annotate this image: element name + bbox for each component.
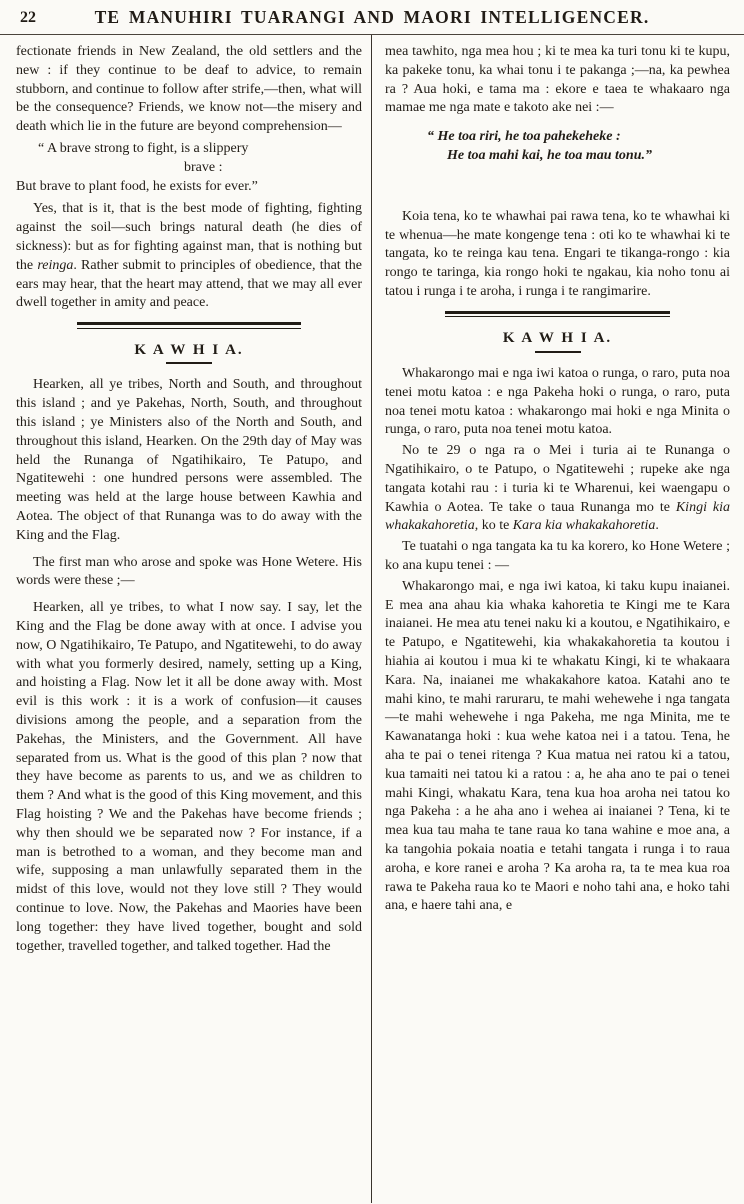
paragraph: Hearken, all ye tribes, to what I now say. I say, let the King and the Flag be done away with at once. I advise you now, O Ngatihikairo, Te Patupo, and Ngatitewehi, to do away with what you formerly desired, namely, setting up a King, and hoisting a Flag. Now let it all be done away with. Most evil is this work : it is a work of confusion—it causes divisions among the people, and a separation from the Pakehas, the Ministers, and the Government. All have separated from us. What is the good of this plan ? now that they have become as parents to us, and we as children to them ? And what is the good of this King movement, and this Flag hoisting ? We and the Pakehas have become friends ; why then should we be separated now ? For instance, if a man is betrothed to a woman, and they become man and wife, supposing a man unlawfully separated them in the midst of this love, would not they love still ? They would continue to love. Now, the Pakehas and Maories have been long together: they have lived together, bought and sold together, travelled together, and talked together. Had the [16, 600, 362, 954]
verse-line: “ He toa riri, he toa pahekeheke : [427, 129, 621, 145]
verse-quote [16, 140, 362, 196]
verse-line: But brave to plant food, he exists for ever.” [16, 178, 258, 194]
masthead-title: TE MANUHIRI TUARANGI AND MAORI INTELLIGENCER. [94, 7, 650, 27]
section-heading-kawhia: K A W H I A. [502, 330, 613, 347]
paragraph-text: . [655, 518, 659, 534]
maori-column [372, 35, 744, 1203]
two-column-body [0, 35, 744, 1203]
paragraph: Whakarongo mai e nga iwi katoa o runga, o raro, puta noa tenei motu katoa : e nga Pakeha hoki o runga, o raro, puta noa tenei motu katoa : whakarongo mai hoki e nga Minita o runga, o raro, puta noa tenei motu katoa. [385, 366, 730, 438]
verse-line: He toa mahi kai, he toa mau tonu.” [447, 147, 652, 163]
paragraph-text: , ko te [474, 518, 513, 534]
paragraph [16, 200, 362, 313]
section-divider-double-rule [77, 322, 302, 329]
verse-line: “ A brave strong to fight, is a slippery [38, 140, 249, 156]
english-column [0, 35, 372, 1203]
heading-underline-rule [166, 362, 212, 364]
paragraph: Te tuatahi o nga tangata ka tu ka korero, ko Hone Wetere ; ko ana kupu tenei : — [385, 539, 730, 574]
paragraph: Whakarongo mai, e nga iwi katoa, ki taku kupu inaianei. E mea ana ahau kia whaka kahoretia te Kingi me te Kara inaianei. He mea atu tenei naku ki a koutou, e Ngatihikairo, e te Patupo, e Ngatitewehi, kia whakakahoretia ta koutou i hiahia ai koutou i mua ki te whakatu Kingi, ki te whakaara Kara. Na, inaianei me whakakahore katoa. Katahi ano te mahi kino, te mahi raruraru, te mahi wehewehe i nga tangata—te mahi wehewehe i nga Pakeha, me nga Minita, me te Kawanatanga hoki : kua wehe katoa nei i a tatou. Tena, he aha te pai o tenei ritenga ? Kua matua nei ratou ki a tatou, kua tamaiti nei tatou ki a ratou : a, he aha ano te pai o tenei mahi Kingi, whakatu Kara, tena kua hoa aroha nei tatou ko nga Pakeha : a he aha ano i wehea ai inaianei ? Tena, ki te mea kua tau maha te tane raua ko tana wahine e moe ana, a ka tangohia pokaia noatia e tetahi tangata i runga i to raua aroha, e kore ranei e aroha ? Ka aroha ra, ta te mea kua roa rawa te Pakeha raua ko te Maori e noho tahi ana, e hoko tahi ana, e haere tahi ana, e [385, 578, 730, 914]
italic-term: reinga [37, 257, 74, 273]
verse-line: brave : [184, 159, 223, 175]
paragraph-text: Yes, that is it, that is the best mode of fighting, fighting against the soil—such brings natural death (he dies of sickness): but as for fighting against man, that is nothing but the [16, 201, 362, 273]
paragraph: The first man who arose and spoke was Hone Wetere. His words were these ;— [16, 554, 362, 589]
paragraph [385, 442, 730, 536]
paragraph: Hearken, all ye tribes, North and South, and throughout this island ; and ye Pakehas, North, South, and throughout this island ; ye Ministers also of the North and South, and throughout this island, Hearken. On the 29th day of May was held the Runanga of Ngatihikairo, Te Patupo, and Ngatitewehi : one hundred persons were assembled. The meeting was held at the large house between Kawhia and Aotea. The object of that Runanga was to do away with the King and the Flag. [16, 377, 362, 543]
verse-quote [385, 128, 730, 166]
italic-term: Kara kia whakakahoretia [512, 518, 656, 534]
heading-underline-rule [535, 351, 581, 353]
paragraph: Koia tena, ko te whawhai pai rawa tena, ko te whawhai ki te whenua—he mate kongenge tena : oti ko te whawhai ki te tangata, ko te reinga kau tena. Engari te tikanga-rongo : kia rongo te taringa, kia rongo hoki te ngakau, kia noho tonu ai tatou i runga i te aroha, i runga i te rangimarire. [385, 208, 730, 299]
page-number: 22 [20, 9, 36, 26]
page-header [0, 0, 744, 34]
paragraph-text: No te 29 o nga ra o Mei i turia ai te Runanga o Ngatihikairo, o te Patupo, o Ngatitewehi ; rupeke ake nga tangata kotahi rau : i turia ki te Wharenui, kei waengapu o Kawhia o Aotea. Te take o taua Runanga mo te [385, 443, 730, 515]
section-heading-kawhia: K A W H I A. [134, 341, 244, 358]
section-divider-double-rule [445, 311, 669, 318]
italic-term: Kingi kia whakakahoretia [385, 499, 730, 534]
paragraph: mea tawhito, nga mea hou ; ki te mea ka turi tonu ki te kupu, ka pakeke tonu, ka whai tonu i te pakanga ;—na, ka pewhea ra ? Aua hoki, e tama ma : ekore e taea te whakaaro nga mamae me nga mate e takoto ake nei :— [385, 44, 730, 116]
paragraph-text: . Rather submit to principles of obedience, that the ears may hear, that the heart may attend, that we may all ever dwell together in amity and peace. [16, 257, 362, 311]
paragraph: fectionate friends in New Zealand, the old settlers and the new : if they continue to be deaf to advice, to remain stubborn, and continue to follow after strife,—then, what will be the consequence? Friends, we know not—the misery and death which lie in the future are beyond comprehension— [16, 44, 362, 135]
